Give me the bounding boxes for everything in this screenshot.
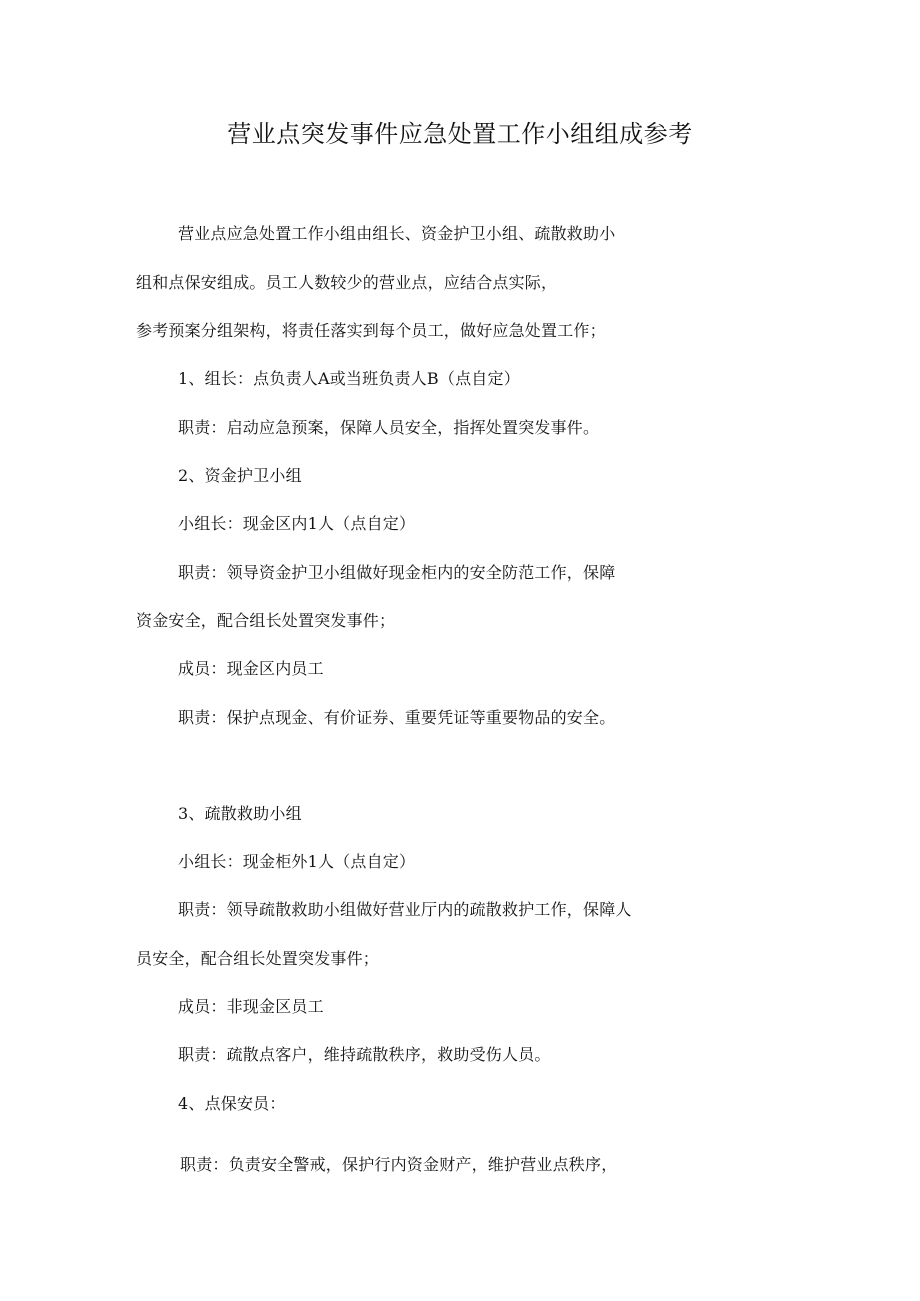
section2-members-duty: 职责：保护点现金、有价证券、重要凭证等重要物品的安全。 xyxy=(178,708,616,727)
section2-leader: 小组长：现金区内1人（点自定） xyxy=(178,514,416,533)
section3-leader-duty-line-2: 员安全，配合组长处置突发事件； xyxy=(136,949,380,968)
section3-leader-duty-line-1: 职责：领导疏散救助小组做好营业厅内的疏散救护工作，保障人 xyxy=(178,900,632,919)
intro-line-2: 组和点保安组成。员工人数较少的营业点，应结合点实际， xyxy=(136,273,558,292)
section3-heading: 3、疏散救助小组 xyxy=(178,804,302,823)
intro-line-3: 参考预案分组架构，将责任落实到每个员工，做好应急处置工作； xyxy=(136,321,606,340)
document-title: 营业点突发事件应急处置工作小组组成参考 xyxy=(227,120,693,148)
section2-leader-duty-line-2: 资金安全，配合组长处置突发事件； xyxy=(136,611,396,630)
section2-heading: 2、资金护卫小组 xyxy=(178,466,302,485)
section2-leader-duty-line-1: 职责：领导资金护卫小组做好现金柜内的安全防范工作，保障 xyxy=(178,563,616,582)
section2-members: 成员：现金区内员工 xyxy=(178,659,324,678)
section4-heading: 4、点保安员： xyxy=(178,1094,286,1113)
section4-duty: 职责：负责安全警戒，保护行内资金财产，维护营业点秩序， xyxy=(180,1155,618,1174)
section3-members-duty: 职责：疏散点客户，维持疏散秩序，救助受伤人员。 xyxy=(178,1045,551,1064)
section1-duty: 职责：启动应急预案，保障人员安全，指挥处置突发事件。 xyxy=(178,418,600,437)
section1-heading: 1、组长：点负责人A或当班负责人B（点自定） xyxy=(178,369,520,388)
section3-leader: 小组长：现金柜外1人（点自定） xyxy=(178,852,416,871)
section3-members: 成员：非现金区员工 xyxy=(178,997,324,1016)
intro-line-1: 营业点应急处置工作小组由组长、资金护卫小组、疏散救助小 xyxy=(178,224,616,243)
